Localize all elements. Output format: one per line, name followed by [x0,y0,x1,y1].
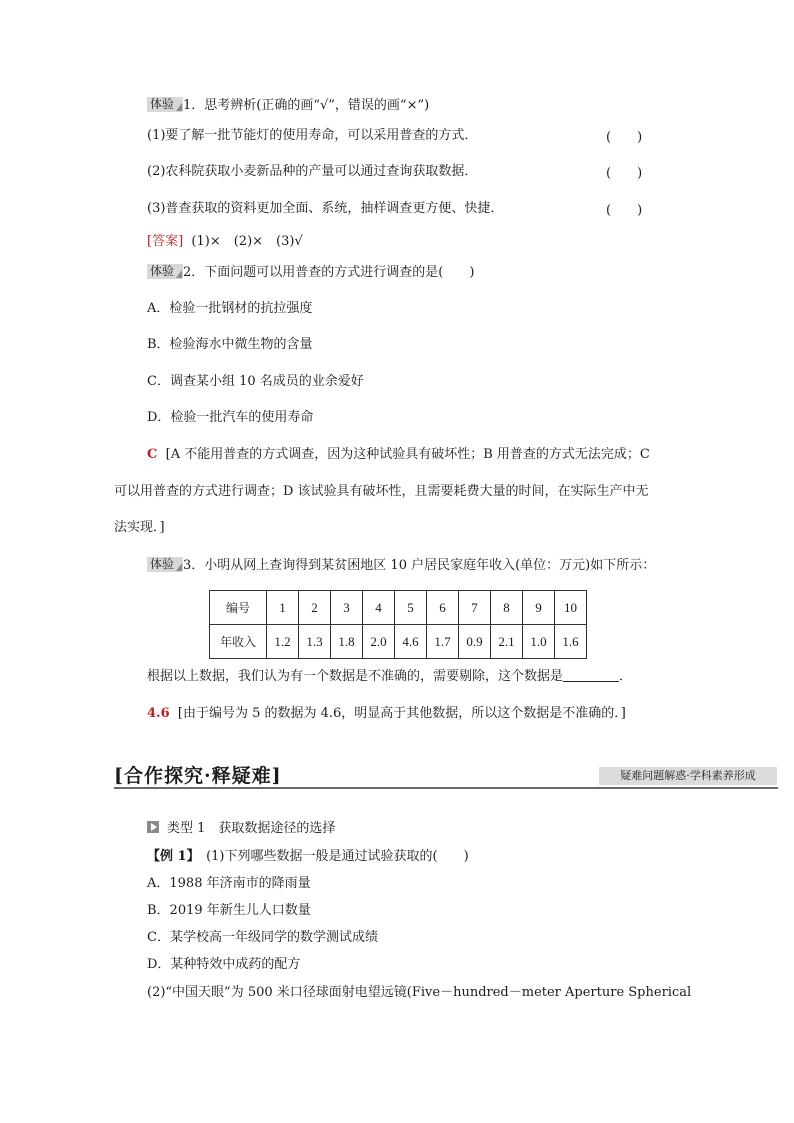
table-cell: 1.6 [555,625,587,659]
exercise-tag: 体验 [147,97,183,112]
example-label: 【例 1】 [147,849,194,864]
example-option-b: B．2019 年新生儿人口数量 [147,903,311,918]
table-cell: 1.3 [299,625,331,659]
exercise-1-answer [147,234,303,250]
table-row [210,625,587,659]
exercise-1-item-2: (2)农科院获取小麦新品种的产量可以通过查询获取数据． [147,164,478,179]
table-row [210,591,587,625]
exercise-3-answer [147,706,626,722]
answer-blank-3: ( ) [606,203,643,218]
example-option-d: D．某种特效中成药的配方 [147,957,301,972]
followup-end: ． [619,669,633,684]
example-1-question [147,849,469,865]
table-cell: 4 [363,591,395,625]
answer-letter: C [147,447,158,462]
example-part-2: (2)“中国天眼”为 500 米口径球面射电望远镜(Five－hundred－meter Aperture Spherical [147,985,692,1000]
answer-text: (1)× (2)× (3)√ [191,234,303,249]
option-c: C．调查某小组 10 名成员的业余爱好 [147,374,364,389]
option-b: B．检验海水中微生物的含量 [147,337,313,352]
exercise-2-title [147,264,474,281]
table-header-cell: 编号 [210,591,267,625]
table-cell: 9 [523,591,555,625]
answer-blank-1: ( ) [606,130,643,145]
table-cell: 7 [459,591,491,625]
section-divider [114,787,778,789]
table-cell: 1.2 [267,625,299,659]
followup-text: 根据以上数据，我们认为有一个数据是不准确的，需要剔除，这个数据是 [147,669,564,684]
explanation-text: [由于编号为 5 的数据为 4.6，明显高于其他数据，所以这个数据是不准确的．] [177,706,626,721]
answer-value: 4.6 [147,706,170,721]
exercise-1-title [147,97,429,114]
table-cell: 4.6 [395,625,427,659]
exercise-1-item-1: (1)要了解一批节能灯的使用寿命，可以采用普查的方式． [147,128,478,143]
option-a: A．检验一批钢材的抗拉强度 [147,301,313,316]
income-table [209,590,587,659]
table-cell: 1.0 [523,625,555,659]
example-option-c: C．某学校高一年级同学的数学测试成绩 [147,930,378,945]
section-side-label: 疑难问题解惑·学科素养形成 [599,767,777,785]
option-d: D．检验一批汽车的使用寿命 [147,410,314,425]
table-cell: 3 [331,591,363,625]
table-cell: 1.7 [427,625,459,659]
table-cell: 2.0 [363,625,395,659]
table-cell: 10 [555,591,587,625]
table-header-cell: 年收入 [210,625,267,659]
exercise-tag: 体验 [147,557,183,572]
type-1-text: 类型 1 获取数据途径的选择 [167,821,336,836]
exercise-3-title [147,557,655,574]
fill-in-blank [563,669,619,682]
explanation-text: [A 不能用普查的方式调查，因为这种试验具有破坏性；B 用普查的方式无法完成；C [165,447,650,462]
answer-blank-2: ( ) [606,166,643,181]
table-cell: 2.1 [491,625,523,659]
table-cell: 0.9 [459,625,491,659]
table-cell: 1 [267,591,299,625]
exercise-3-question: 3．小明从网上查询得到某贫困地区 10 户居民家庭年收入(单位：万元)如下所示： [183,558,656,573]
exercise-2-explanation-line-3: 法实现．] [114,520,165,535]
example-question-text: (1)下列哪些数据一般是通过试验获取的( ) [193,849,469,864]
exercise-2-question: 2．下面问题可以用普查的方式进行调查的是( ) [183,265,475,280]
exercise-1-question: 1．思考辨析(正确的画“√”，错误的画“×”) [183,98,430,113]
exercise-1-item-3: (3)普查获取的资料更加全面、系统，抽样调查更方便、快捷． [147,201,504,216]
exercise-2-explanation-line-2: 可以用普查的方式进行调查；D 该试验具有破坏性，且需要耗费大量的时间，在实际生产中无 [114,484,649,499]
play-icon [147,821,159,833]
example-option-a: A．1988 年济南市的降雨量 [147,876,311,891]
exercise-tag: 体验 [147,264,183,279]
type-1-label [147,821,335,837]
section-heading: [合作探究·释疑难] [114,765,282,787]
exercise-3-followup [147,669,632,685]
table-cell: 1.8 [331,625,363,659]
table-cell: 8 [491,591,523,625]
exercise-2-explanation-line-1 [147,447,650,463]
table-cell: 2 [299,591,331,625]
table-cell: 6 [427,591,459,625]
answer-label: [答案] [147,234,184,249]
table-cell: 5 [395,591,427,625]
